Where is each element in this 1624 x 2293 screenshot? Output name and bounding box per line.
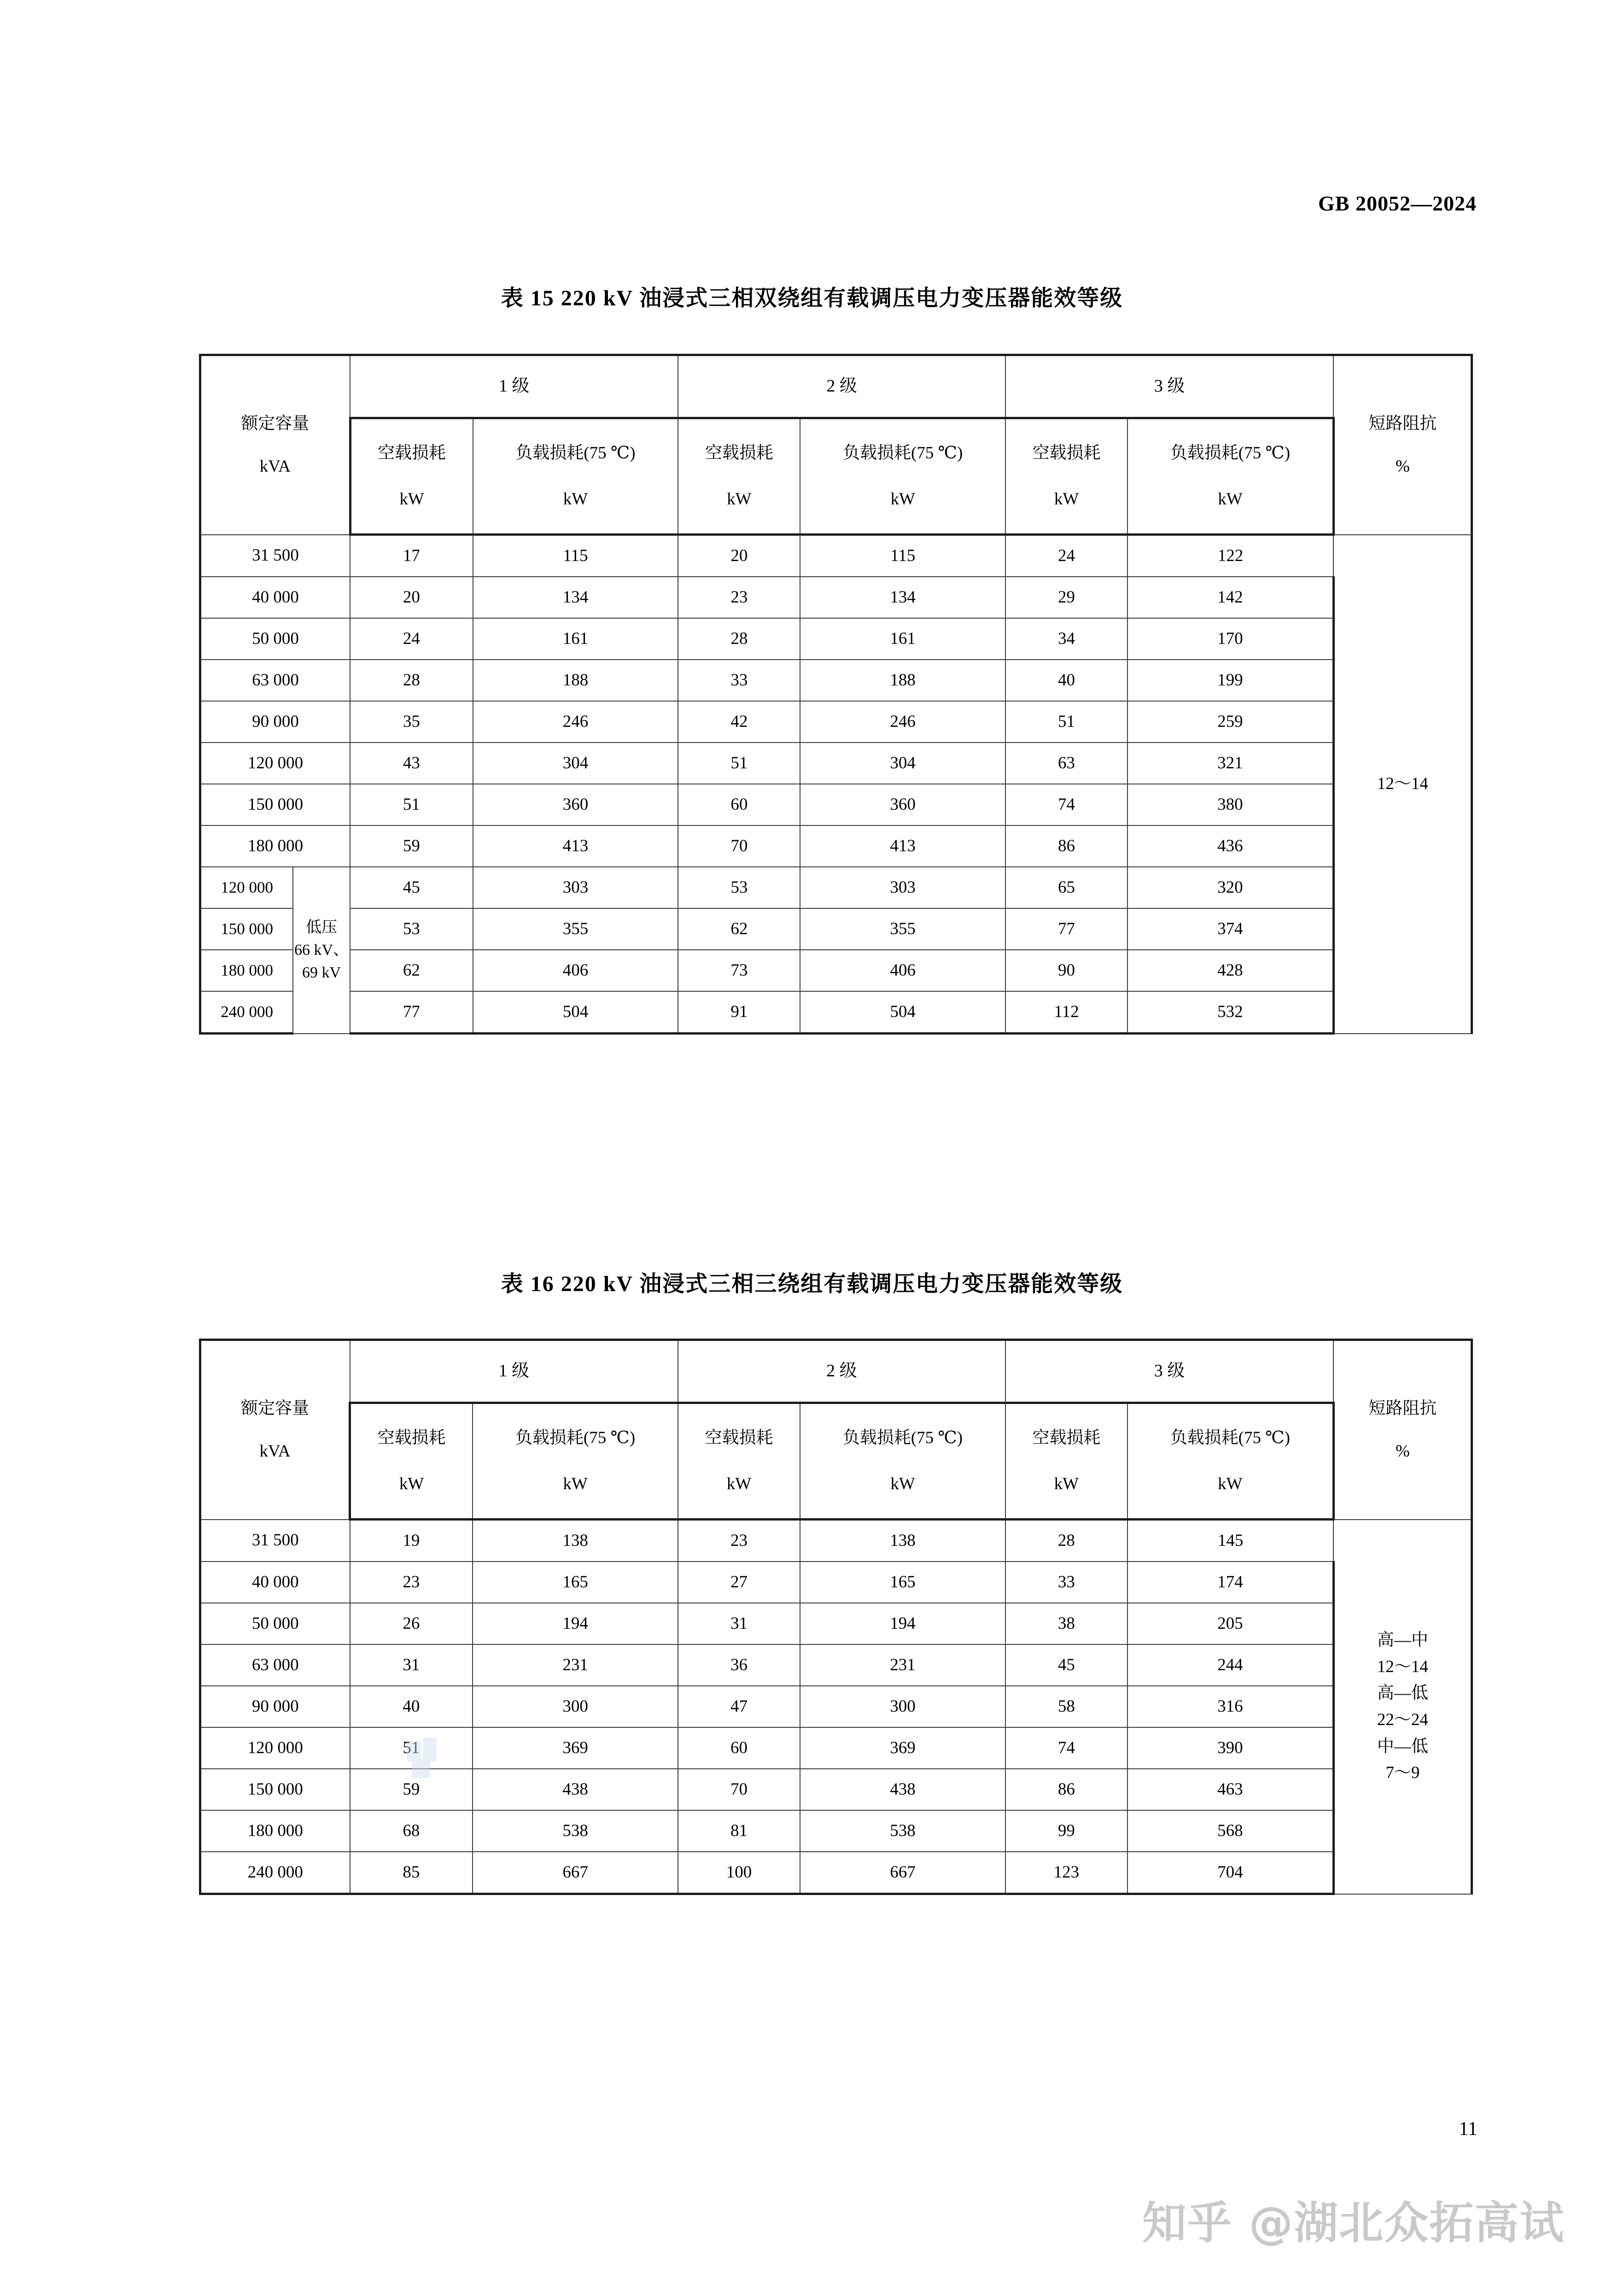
cell-capacity: 180 000 (200, 1810, 350, 1852)
cell-g2-load: 134 (800, 577, 1005, 618)
cell-g1-load: 304 (473, 743, 678, 784)
cell-g3-load: 259 (1127, 701, 1333, 743)
cell-g1-no-load: 62 (350, 950, 473, 991)
table-row-low-voltage (200, 991, 1472, 1034)
cell-g2-no-load: 73 (678, 950, 800, 991)
cell-g2-no-load: 36 (678, 1644, 800, 1686)
table-row (200, 1769, 1472, 1810)
table-row (200, 660, 1472, 701)
cell-g2-load: 413 (800, 825, 1005, 867)
cell-capacity: 150 000 (200, 908, 293, 950)
cell-g3-load: 170 (1127, 618, 1333, 660)
cell-g2-no-load: 60 (678, 784, 800, 825)
cell-g3-load: 463 (1127, 1769, 1333, 1810)
cell-g1-load: 438 (473, 1769, 678, 1810)
cell-g3-no-load: 34 (1005, 618, 1127, 660)
cell-g2-load: 667 (800, 1852, 1005, 1894)
cell-g3-no-load: 45 (1005, 1644, 1127, 1686)
cell-g2-no-load: 47 (678, 1686, 800, 1727)
header-g1-load-loss: 负载损耗(75 ℃) kW (473, 1403, 678, 1520)
cell-g3-load: 244 (1127, 1644, 1333, 1686)
header-g1-no-load-loss: 空载损耗 kW (350, 1403, 473, 1520)
cell-g1-no-load: 85 (350, 1852, 473, 1894)
cell-g2-no-load: 53 (678, 867, 800, 908)
cell-g2-no-load: 20 (678, 535, 800, 577)
cell-g1-no-load: 51 (350, 1727, 473, 1769)
cell-g2-no-load: 28 (678, 618, 800, 660)
cell-g3-load: 122 (1127, 535, 1333, 577)
header-grade-2: 2 级 (678, 1340, 1005, 1403)
table-row (200, 1686, 1472, 1727)
cell-g2-load: 246 (800, 701, 1005, 743)
cell-g3-load: 380 (1127, 784, 1333, 825)
cell-g3-no-load: 38 (1005, 1603, 1127, 1644)
table-row (200, 784, 1472, 825)
cell-g2-load: 231 (800, 1644, 1005, 1686)
cell-capacity: 120 000 (200, 1727, 350, 1769)
cell-g1-load: 194 (473, 1603, 678, 1644)
cell-g2-load: 369 (800, 1727, 1005, 1769)
cell-g2-load: 406 (800, 950, 1005, 991)
cell-g3-no-load: 90 (1005, 950, 1127, 991)
cell-g3-no-load: 77 (1005, 908, 1127, 950)
cell-g1-load: 667 (473, 1852, 678, 1894)
header-rated-capacity: 额定容量 kVA (200, 355, 351, 535)
cell-g1-no-load: 40 (350, 1686, 473, 1727)
cell-g1-load: 231 (473, 1644, 678, 1686)
cell-g2-load: 303 (800, 867, 1005, 908)
cell-g3-no-load: 74 (1005, 1727, 1127, 1769)
cell-capacity: 40 000 (200, 1562, 350, 1603)
table-16 (199, 1339, 1473, 1895)
cell-g3-load: 205 (1127, 1603, 1333, 1644)
cell-g3-load: 174 (1127, 1562, 1333, 1603)
cell-g2-no-load: 70 (678, 825, 800, 867)
brand-watermark: 知乎 @湖北众拓高试 (1142, 2197, 1565, 2249)
header-rated-capacity: 额定容量 kVA (200, 1340, 350, 1520)
cell-g2-no-load: 62 (678, 908, 800, 950)
cell-g1-no-load: 26 (350, 1603, 473, 1644)
cell-g2-no-load: 81 (678, 1810, 800, 1852)
cell-g1-load: 115 (473, 535, 678, 577)
cell-capacity: 50 000 (200, 1603, 350, 1644)
cell-g3-load: 428 (1127, 950, 1333, 991)
cell-g1-no-load: 23 (350, 1562, 473, 1603)
header-grade-2: 2 级 (678, 355, 1005, 418)
cell-g3-load: 436 (1127, 825, 1333, 867)
cell-g1-no-load: 51 (350, 784, 473, 825)
page-number: 11 (1459, 2118, 1478, 2140)
cell-g3-load: 390 (1127, 1727, 1333, 1769)
cell-impedance: 高—中 12～14 高—低 22～24 中—低 7～9 (1333, 1520, 1472, 1894)
cell-g3-no-load: 40 (1005, 660, 1127, 701)
cell-g2-load: 304 (800, 743, 1005, 784)
table-row-low-voltage (200, 908, 1472, 950)
cell-g1-load: 369 (473, 1727, 678, 1769)
cell-g2-no-load: 42 (678, 701, 800, 743)
cell-g1-load: 504 (473, 991, 678, 1034)
cell-g1-load: 413 (473, 825, 678, 867)
cell-g2-load: 115 (800, 535, 1005, 577)
table-row (200, 1520, 1472, 1562)
table-row (200, 1603, 1472, 1644)
cell-g3-load: 374 (1127, 908, 1333, 950)
cell-g1-no-load: 53 (350, 908, 473, 950)
cell-g2-load: 300 (800, 1686, 1005, 1727)
header-short-circuit-impedance: 短路阻抗 % (1333, 355, 1472, 535)
cell-capacity: 31 500 (200, 1520, 350, 1562)
cell-g3-no-load: 28 (1005, 1520, 1127, 1562)
cell-capacity: 90 000 (200, 1686, 350, 1727)
cell-g2-no-load: 51 (678, 743, 800, 784)
header-g2-no-load-loss: 空载损耗 kW (678, 418, 800, 535)
cell-capacity: 120 000 (200, 743, 351, 784)
cell-capacity: 180 000 (200, 950, 293, 991)
header-g2-load-loss: 负载损耗(75 ℃) kW (800, 1403, 1005, 1520)
cell-capacity: 150 000 (200, 1769, 350, 1810)
cell-g3-load: 568 (1127, 1810, 1333, 1852)
cell-g3-load: 321 (1127, 743, 1333, 784)
cell-g3-no-load: 33 (1005, 1562, 1127, 1603)
cell-g1-load: 300 (473, 1686, 678, 1727)
cell-capacity: 240 000 (200, 991, 293, 1034)
cell-g2-no-load: 23 (678, 577, 800, 618)
header-g3-no-load-loss: 空载损耗 kW (1005, 418, 1127, 535)
cell-g3-no-load: 99 (1005, 1810, 1127, 1852)
cell-g2-load: 194 (800, 1603, 1005, 1644)
cell-g3-load: 199 (1127, 660, 1333, 701)
table-row (200, 701, 1472, 743)
table-row (200, 825, 1472, 867)
table-row-low-voltage (200, 950, 1472, 991)
cell-g1-no-load: 17 (350, 535, 473, 577)
cell-g3-no-load: 123 (1005, 1852, 1127, 1894)
cell-capacity: 31 500 (200, 535, 351, 577)
cell-g1-no-load: 31 (350, 1644, 473, 1686)
cell-g1-load: 360 (473, 784, 678, 825)
header-grade-3: 3 级 (1005, 1340, 1333, 1403)
cell-g1-load: 406 (473, 950, 678, 991)
cell-g2-no-load: 100 (678, 1852, 800, 1894)
cell-g1-no-load: 59 (350, 1769, 473, 1810)
cell-g1-no-load: 77 (350, 991, 473, 1034)
cell-g1-no-load: 28 (350, 660, 473, 701)
table-row (200, 1562, 1472, 1603)
cell-g3-load: 532 (1127, 991, 1333, 1034)
table-row (200, 618, 1472, 660)
cell-g1-load: 134 (473, 577, 678, 618)
cell-g2-no-load: 70 (678, 1769, 800, 1810)
cell-capacity: 180 000 (200, 825, 351, 867)
header-short-circuit-impedance: 短路阻抗 % (1333, 1340, 1472, 1520)
cell-g2-load: 360 (800, 784, 1005, 825)
cell-g3-load: 145 (1127, 1520, 1333, 1562)
cell-g1-load: 188 (473, 660, 678, 701)
cell-g3-no-load: 112 (1005, 991, 1127, 1034)
cell-capacity: 40 000 (200, 577, 351, 618)
header-g2-no-load-loss: 空载损耗 kW (678, 1403, 800, 1520)
table-row-low-voltage (200, 867, 1472, 908)
cell-capacity: 120 000 (200, 867, 293, 908)
cell-g1-load: 303 (473, 867, 678, 908)
cell-g2-no-load: 33 (678, 660, 800, 701)
table-15-caption: 表 15 220 kV 油浸式三相双绕组有载调压电力变压器能效等级 (501, 286, 1123, 310)
header-g3-no-load-loss: 空载损耗 kW (1005, 1403, 1127, 1520)
cell-g1-no-load: 20 (350, 577, 473, 618)
cell-g1-no-load: 24 (350, 618, 473, 660)
header-g3-load-loss: 负载损耗(75 ℃) kW (1127, 1403, 1333, 1520)
cell-g2-load: 188 (800, 660, 1005, 701)
cell-g2-load: 165 (800, 1562, 1005, 1603)
header-grade-1: 1 级 (350, 355, 678, 418)
cell-capacity: 240 000 (200, 1852, 350, 1894)
cell-g3-no-load: 51 (1005, 701, 1127, 743)
cell-g2-load: 538 (800, 1810, 1005, 1852)
cell-g3-load: 316 (1127, 1686, 1333, 1727)
cell-g2-load: 438 (800, 1769, 1005, 1810)
cell-g1-load: 138 (473, 1520, 678, 1562)
cell-capacity: 50 000 (200, 618, 351, 660)
cell-g1-no-load: 35 (350, 701, 473, 743)
header-g3-load-loss: 负载损耗(75 ℃) kW (1127, 418, 1333, 535)
cell-capacity: 150 000 (200, 784, 351, 825)
cell-low-voltage-label: 低压 66 kV、 69 kV (293, 867, 350, 1034)
cell-g1-load: 161 (473, 618, 678, 660)
table-row (200, 535, 1472, 577)
cell-g2-no-load: 23 (678, 1520, 800, 1562)
cell-g3-no-load: 29 (1005, 577, 1127, 618)
cell-g2-no-load: 60 (678, 1727, 800, 1769)
table-row (200, 1644, 1472, 1686)
cell-g2-no-load: 91 (678, 991, 800, 1034)
cell-g1-no-load: 43 (350, 743, 473, 784)
header-grade-1: 1 级 (350, 1340, 678, 1403)
cell-g3-no-load: 24 (1005, 535, 1127, 577)
header-grade-3: 3 级 (1005, 355, 1333, 418)
cell-g1-load: 355 (473, 908, 678, 950)
table-row (200, 1810, 1472, 1852)
cell-g2-load: 504 (800, 991, 1005, 1034)
cell-g3-load: 704 (1127, 1852, 1333, 1894)
cell-g3-load: 320 (1127, 867, 1333, 908)
table-16-header-row-1 (200, 1340, 1472, 1403)
cell-g3-no-load: 63 (1005, 743, 1127, 784)
cell-g3-no-load: 58 (1005, 1686, 1127, 1727)
header-g1-no-load-loss: 空载损耗 kW (350, 418, 473, 535)
cell-g1-no-load: 59 (350, 825, 473, 867)
table-row (200, 577, 1472, 618)
table-row (200, 1727, 1472, 1769)
cell-g1-load: 538 (473, 1810, 678, 1852)
table-15-header-row-1 (200, 355, 1472, 418)
cell-g3-no-load: 74 (1005, 784, 1127, 825)
cell-g2-load: 161 (800, 618, 1005, 660)
cell-impedance: 12～14 (1333, 535, 1472, 1034)
header-g1-load-loss: 负载损耗(75 ℃) kW (473, 418, 678, 535)
cell-g1-load: 165 (473, 1562, 678, 1603)
table-16-header-row-2 (200, 1403, 1472, 1520)
table-row (200, 1852, 1472, 1894)
cell-g2-no-load: 31 (678, 1603, 800, 1644)
cell-capacity: 63 000 (200, 660, 351, 701)
cell-g1-no-load: 45 (350, 867, 473, 908)
cell-g2-load: 355 (800, 908, 1005, 950)
cell-capacity: 90 000 (200, 701, 351, 743)
table-15-header-row-2 (200, 418, 1472, 535)
cell-g1-no-load: 68 (350, 1810, 473, 1852)
cell-capacity: 63 000 (200, 1644, 350, 1686)
cell-g3-load: 142 (1127, 577, 1333, 618)
cell-g3-no-load: 86 (1005, 825, 1127, 867)
cell-g1-load: 246 (473, 701, 678, 743)
table-15 (199, 354, 1473, 1035)
cell-g3-no-load: 65 (1005, 867, 1127, 908)
cell-g3-no-load: 86 (1005, 1769, 1127, 1810)
table-16-caption: 表 16 220 kV 油浸式三相三绕组有载调压电力变压器能效等级 (501, 1272, 1123, 1296)
cell-g1-no-load: 19 (350, 1520, 473, 1562)
cell-g2-no-load: 27 (678, 1562, 800, 1603)
cell-g2-load: 138 (800, 1520, 1005, 1562)
table-row (200, 743, 1472, 784)
header-g2-load-loss: 负载损耗(75 ℃) kW (800, 418, 1005, 535)
standard-code-header: GB 20052—2024 (1318, 192, 1477, 215)
